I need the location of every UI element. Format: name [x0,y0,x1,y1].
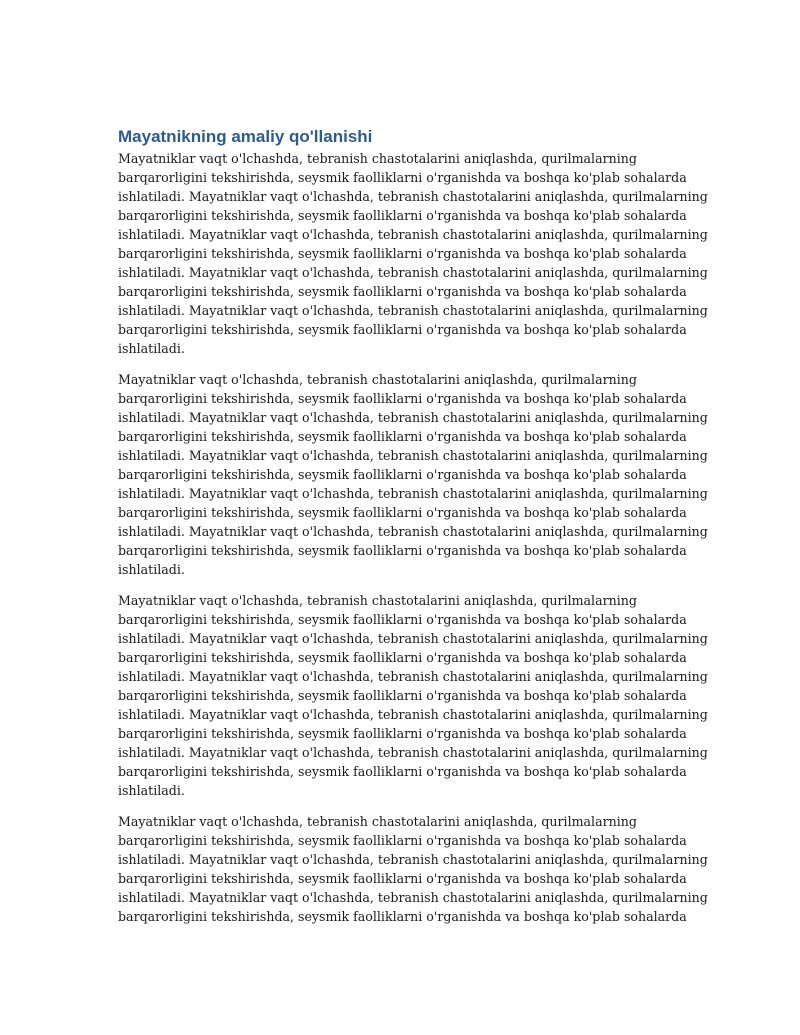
paragraph-line: ishlatiladi. Mayatniklar vaqt o'lchashda, tebranish chastotalarini aniqlashda, qurilmalarning [118,852,708,867]
paragraph-line: barqarorligini tekshirishda, seysmik faolliklarni o'rganishda va boshqa ko'plab sohalarda [118,612,687,627]
paragraph-line: Mayatniklar vaqt o'lchashda, tebranish chastotalarini aniqlashda, qurilmalarning [118,372,637,387]
paragraph-line: ishlatiladi. [118,783,185,798]
document-page [118,125,708,938]
paragraph-line: ishlatiladi. Mayatniklar vaqt o'lchashda, tebranish chastotalarini aniqlashda, qurilmalarning [118,631,708,646]
paragraph-line: barqarorligini tekshirishda, seysmik faolliklarni o'rganishda va boshqa ko'plab sohalarda [118,322,687,337]
paragraph-line: ishlatiladi. Mayatniklar vaqt o'lchashda, tebranish chastotalarini aniqlashda, qurilmalarning [118,707,708,722]
paragraph-line: Mayatniklar vaqt o'lchashda, tebranish chastotalarini aniqlashda, qurilmalarning [118,814,637,829]
paragraph-line: barqarorligini tekshirishda, seysmik faolliklarni o'rganishda va boshqa ko'plab sohalarda [118,505,687,520]
paragraph-line: ishlatiladi. Mayatniklar vaqt o'lchashda, tebranish chastotalarini aniqlashda, qurilmalarning [118,448,708,463]
section-heading: Mayatnikning amaliy qo'llanishi [118,127,373,146]
paragraph [118,370,708,579]
paragraph-line: ishlatiladi. Mayatniklar vaqt o'lchashda, tebranish chastotalarini aniqlashda, qurilmalarning [118,303,708,318]
document-body [118,149,708,926]
paragraph-line: barqarorligini tekshirishda, seysmik faolliklarni o'rganishda va boshqa ko'plab sohalarda [118,833,687,848]
paragraph-line: ishlatiladi. [118,562,185,577]
paragraph-line: ishlatiladi. Mayatniklar vaqt o'lchashda, tebranish chastotalarini aniqlashda, qurilmalarning [118,669,708,684]
paragraph-line: barqarorligini tekshirishda, seysmik faolliklarni o'rganishda va boshqa ko'plab sohalarda [118,543,687,558]
paragraph [118,812,708,926]
paragraph-line: ishlatiladi. Mayatniklar vaqt o'lchashda, tebranish chastotalarini aniqlashda, qurilmalarning [118,524,708,539]
paragraph-line: ishlatiladi. Mayatniklar vaqt o'lchashda, tebranish chastotalarini aniqlashda, qurilmalarning [118,265,708,280]
paragraph-line: ishlatiladi. Mayatniklar vaqt o'lchashda, tebranish chastotalarini aniqlashda, qurilmalarning [118,410,708,425]
paragraph-line: ishlatiladi. Mayatniklar vaqt o'lchashda, tebranish chastotalarini aniqlashda, qurilmalarning [118,189,708,204]
paragraph-line: ishlatiladi. Mayatniklar vaqt o'lchashda, tebranish chastotalarini aniqlashda, qurilmalarning [118,486,708,501]
paragraph-line: barqarorligini tekshirishda, seysmik faolliklarni o'rganishda va boshqa ko'plab sohalarda [118,764,687,779]
paragraph-line: ishlatiladi. Mayatniklar vaqt o'lchashda, tebranish chastotalarini aniqlashda, qurilmalarning [118,745,708,760]
paragraph-line: barqarorligini tekshirishda, seysmik faolliklarni o'rganishda va boshqa ko'plab sohalarda [118,170,687,185]
paragraph-line: barqarorligini tekshirishda, seysmik faolliklarni o'rganishda va boshqa ko'plab sohalarda [118,208,687,223]
paragraph-line: Mayatniklar vaqt o'lchashda, tebranish chastotalarini aniqlashda, qurilmalarning [118,593,637,608]
paragraph-line: ishlatiladi. Mayatniklar vaqt o'lchashda, tebranish chastotalarini aniqlashda, qurilmalarning [118,890,708,905]
paragraph-line: barqarorligini tekshirishda, seysmik faolliklarni o'rganishda va boshqa ko'plab sohalarda [118,246,687,261]
paragraph [118,149,708,358]
paragraph-line: ishlatiladi. Mayatniklar vaqt o'lchashda, tebranish chastotalarini aniqlashda, qurilmalarning [118,227,708,242]
paragraph-line: barqarorligini tekshirishda, seysmik faolliklarni o'rganishda va boshqa ko'plab sohalarda [118,467,687,482]
paragraph-line: barqarorligini tekshirishda, seysmik faolliklarni o'rganishda va boshqa ko'plab sohalarda [118,650,687,665]
paragraph-line: barqarorligini tekshirishda, seysmik faolliklarni o'rganishda va boshqa ko'plab sohalarda [118,688,687,703]
paragraph [118,591,708,800]
paragraph-line: barqarorligini tekshirishda, seysmik faolliklarni o'rganishda va boshqa ko'plab sohalarda [118,871,687,886]
paragraph-line: barqarorligini tekshirishda, seysmik faolliklarni o'rganishda va boshqa ko'plab sohalarda [118,391,687,406]
paragraph-line: barqarorligini tekshirishda, seysmik faolliklarni o'rganishda va boshqa ko'plab sohalarda [118,284,687,299]
paragraph-line: barqarorligini tekshirishda, seysmik faolliklarni o'rganishda va boshqa ko'plab sohalarda [118,726,687,741]
paragraph-line: barqarorligini tekshirishda, seysmik faolliklarni o'rganishda va boshqa ko'plab sohalarda [118,429,687,444]
paragraph-line: barqarorligini tekshirishda, seysmik faolliklarni o'rganishda va boshqa ko'plab sohalarda [118,909,687,924]
paragraph-line: ishlatiladi. [118,341,185,356]
paragraph-line: Mayatniklar vaqt o'lchashda, tebranish chastotalarini aniqlashda, qurilmalarning [118,151,637,166]
